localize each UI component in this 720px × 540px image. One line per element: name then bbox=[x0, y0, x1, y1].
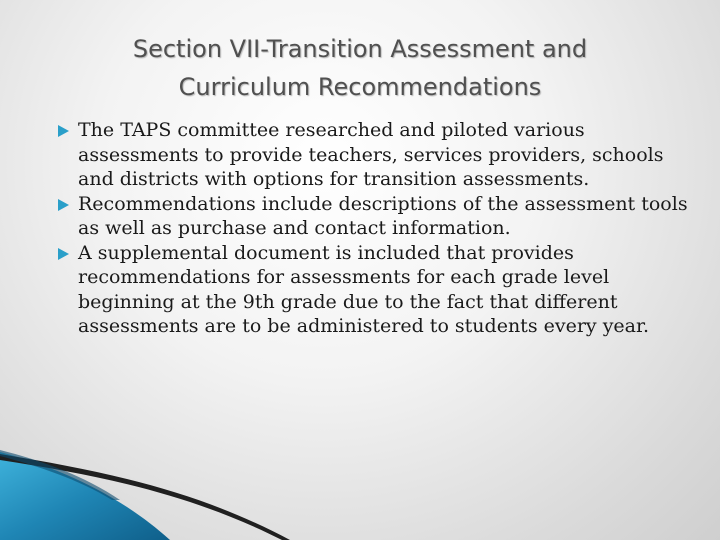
blue-wave-shape bbox=[0, 452, 170, 540]
title-line-2: Curriculum Recommendations bbox=[178, 73, 542, 101]
bullet-list bbox=[78, 118, 688, 339]
bullet-item bbox=[78, 118, 688, 192]
arrow-bullet-icon bbox=[58, 199, 69, 211]
bullet-text: A supplemental document is included that provides recommendations for assessments for each grade level beginning at the 9th grade due to the fact that different assessments are to be administered to students every year. bbox=[78, 241, 650, 337]
decorative-swoosh bbox=[0, 440, 720, 540]
bullet-text: Recommendations include descriptions of the assessment tools as well as purchase and contact information. bbox=[78, 192, 688, 239]
title-line-1: Section VII-Transition Assessment and bbox=[132, 35, 588, 63]
bullet-item bbox=[78, 241, 688, 339]
bullet-item bbox=[78, 192, 688, 241]
bullet-text: The TAPS committee researched and piloted various assessments to provide teachers, services providers, schools and districts with options for transition assessments. bbox=[78, 119, 664, 190]
arrow-bullet-icon bbox=[58, 125, 69, 137]
slide-title bbox=[60, 30, 660, 106]
arrow-bullet-icon bbox=[58, 248, 69, 260]
